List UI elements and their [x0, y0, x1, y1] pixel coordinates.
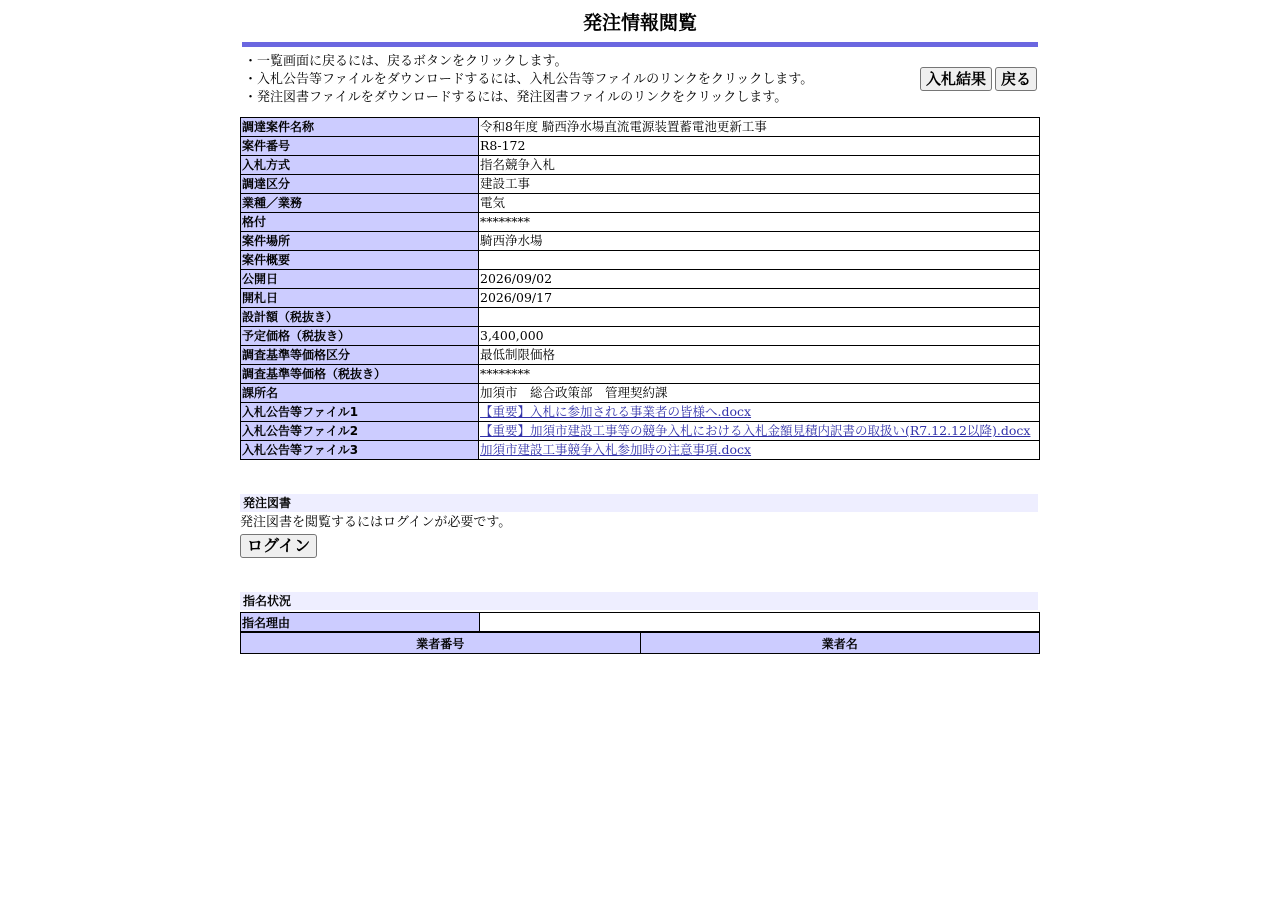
nomination-reason-table: [240, 612, 1040, 632]
field-value: ********: [479, 213, 1040, 232]
table-row: [241, 308, 1040, 327]
nomination-heading: 指名状況: [240, 592, 1038, 610]
table-row: [241, 346, 1040, 365]
vendor-table: [240, 632, 1040, 654]
login-required-note: 発注図書を閲覧するにはログインが必要です。: [240, 515, 512, 530]
table-row: [241, 270, 1040, 289]
page-title: 発注情報閲覧: [582, 12, 697, 34]
case-details-table: [240, 117, 1040, 460]
vendor-number-header: 業者番号: [241, 633, 641, 654]
table-row: [241, 251, 1040, 270]
field-value: ********: [479, 365, 1040, 384]
field-value: 指名競争入札: [479, 156, 1040, 175]
drawings-section: [240, 494, 1040, 558]
field-label: 調査基準等価格区分: [241, 346, 479, 365]
nomination-reason-label: 指名理由: [241, 613, 480, 632]
field-label: 入札公告等ファイル2: [241, 422, 479, 441]
table-row: [241, 156, 1040, 175]
field-value: 騎西浄水場: [479, 232, 1040, 251]
field-label: 案件概要: [241, 251, 479, 270]
notice-file-link[interactable]: 【重要】入札に参加される事業者の皆様へ.docx: [480, 404, 752, 419]
field-value: 3,400,000: [479, 327, 1040, 346]
table-row: [241, 175, 1040, 194]
field-label: 開札日: [241, 289, 479, 308]
field-value: 建設工事: [479, 175, 1040, 194]
table-header-row: [241, 633, 1040, 654]
field-label: 調達案件名称: [241, 118, 479, 137]
field-value: 電気: [479, 194, 1040, 213]
page-container: [240, 0, 1040, 654]
table-row: [241, 365, 1040, 384]
vendor-name-header: 業者名: [640, 633, 1040, 654]
table-row: [241, 384, 1040, 403]
field-value: [479, 422, 1040, 441]
instruction-item: ・発注図書ファイルをダウンロードするには、発注図書ファイルのリンクをクリックします。: [244, 90, 788, 105]
table-row: [241, 613, 1040, 632]
field-label: 調査基準等価格（税抜き）: [241, 365, 479, 384]
field-value: [479, 441, 1040, 460]
field-value: 2026/09/02: [479, 270, 1040, 289]
field-label: 予定価格（税抜き）: [241, 327, 479, 346]
instruction-item: ・一覧画面に戻るには、戻るボタンをクリックします。: [244, 54, 568, 69]
instructions-list: [244, 53, 813, 107]
field-value: [479, 403, 1040, 422]
field-label: 課所名: [241, 384, 479, 403]
drawings-heading: 発注図書: [240, 494, 1038, 512]
field-label: 入札方式: [241, 156, 479, 175]
field-value: 加須市 総合政策部 管理契約課: [479, 384, 1040, 403]
instructions-area: [240, 47, 1040, 117]
field-label: 業種／業務: [241, 194, 479, 213]
table-row: [241, 441, 1040, 460]
table-row: [241, 213, 1040, 232]
field-label: 入札公告等ファイル1: [241, 403, 479, 422]
table-row: [241, 137, 1040, 156]
login-button[interactable]: ログイン: [240, 534, 317, 558]
table-row: [241, 422, 1040, 441]
field-value: [479, 308, 1040, 327]
field-label: 調達区分: [241, 175, 479, 194]
table-row: [241, 194, 1040, 213]
field-value: 最低制限価格: [479, 346, 1040, 365]
table-row: [241, 118, 1040, 137]
nomination-section: [240, 592, 1040, 654]
notice-file-link[interactable]: 【重要】加須市建設工事等の競争入札における入札金額見積内訳書の取扱い(R7.12.12以降).docx: [480, 423, 1031, 438]
table-row: [241, 289, 1040, 308]
table-row: [241, 232, 1040, 251]
nomination-reason-value: [480, 613, 1040, 632]
field-value: 令和8年度 騎西浄水場直流電源装置蓄電池更新工事: [479, 118, 1040, 137]
instruction-item: ・入札公告等ファイルをダウンロードするには、入札公告等ファイルのリンクをクリックします。: [244, 72, 814, 87]
field-label: 格付: [241, 213, 479, 232]
field-label: 設計額（税抜き）: [241, 308, 479, 327]
bid-result-button[interactable]: 入札結果: [920, 67, 992, 91]
table-row: [241, 327, 1040, 346]
field-value: 2026/09/17: [479, 289, 1040, 308]
field-value: R8-172: [479, 137, 1040, 156]
field-label: 案件場所: [241, 232, 479, 251]
back-button[interactable]: 戻る: [995, 67, 1037, 91]
field-label: 入札公告等ファイル3: [241, 441, 479, 460]
table-row: [241, 403, 1040, 422]
field-label: 公開日: [241, 270, 479, 289]
field-value: [479, 251, 1040, 270]
top-button-group: [920, 67, 1037, 91]
notice-file-link[interactable]: 加須市建設工事競争入札参加時の注意事項.docx: [480, 442, 752, 457]
field-label: 案件番号: [241, 137, 479, 156]
